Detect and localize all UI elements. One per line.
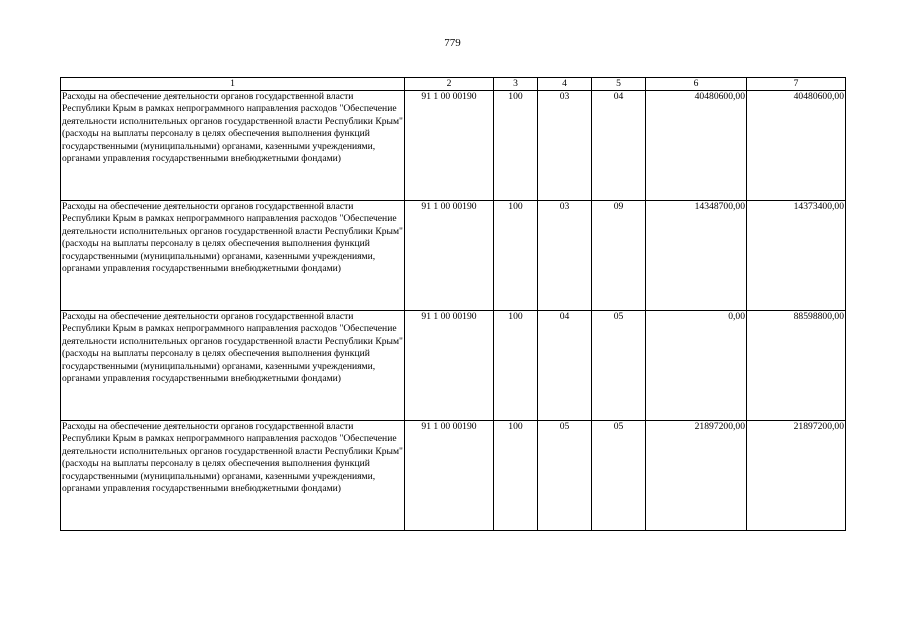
subsection-code: 05 — [592, 311, 646, 421]
column-header: 4 — [538, 78, 592, 91]
amount-col6: 40480600,00 — [646, 91, 747, 201]
column-header: 5 — [592, 78, 646, 91]
expense-description: Расходы на обеспечение деятельности органов государственной власти Республики Крым в рамках непрограммного направления расходов "Обеспечение деятельности исполнительных органов государственной власти Республики Крым" (расходы на выплаты персоналу в целях обеспечения выполнения функций государственными (муниципальными) органами, казенными учреждениями, органами управления государственными внебюджетными фондами) — [61, 91, 405, 201]
column-header: 3 — [494, 78, 538, 91]
section-code: 05 — [538, 421, 592, 531]
column-header: 1 — [61, 78, 405, 91]
column-header: 6 — [646, 78, 747, 91]
column-header: 7 — [747, 78, 846, 91]
section-code: 04 — [538, 311, 592, 421]
target-code: 91 1 00 00190 — [405, 311, 494, 421]
expense-description: Расходы на обеспечение деятельности органов государственной власти Республики Крым в рамках непрограммного направления расходов "Обеспечение деятельности исполнительных органов государственной власти Республики Крым" (расходы на выплаты персоналу в целях обеспечения выполнения функций государственными (муниципальными) органами, казенными учреждениями, органами управления государственными внебюджетными фондами) — [61, 201, 405, 311]
page-number: 779 — [444, 37, 461, 49]
section-code: 03 — [538, 91, 592, 201]
amount-col7: 40480600,00 — [747, 91, 846, 201]
expense-type: 100 — [494, 201, 538, 311]
subsection-code: 05 — [592, 421, 646, 531]
table-row — [61, 91, 846, 201]
amount-col6: 0,00 — [646, 311, 747, 421]
amount-col7: 14373400,00 — [747, 201, 846, 311]
budget-table — [60, 77, 846, 531]
expense-type: 100 — [494, 311, 538, 421]
amount-col6: 14348700,00 — [646, 201, 747, 311]
table-row — [61, 421, 846, 531]
section-code: 03 — [538, 201, 592, 311]
subsection-code: 09 — [592, 201, 646, 311]
amount-col7: 21897200,00 — [747, 421, 846, 531]
amount-col7: 88598800,00 — [747, 311, 846, 421]
expense-type: 100 — [494, 91, 538, 201]
table-row — [61, 201, 846, 311]
target-code: 91 1 00 00190 — [405, 421, 494, 531]
expense-type: 100 — [494, 421, 538, 531]
expense-description: Расходы на обеспечение деятельности органов государственной власти Республики Крым в рамках непрограммного направления расходов "Обеспечение деятельности исполнительных органов государственной власти Республики Крым" (расходы на выплаты персоналу в целях обеспечения выполнения функций государственными (муниципальными) органами, казенными учреждениями, органами управления государственными внебюджетными фондами) — [61, 421, 405, 531]
column-header: 2 — [405, 78, 494, 91]
target-code: 91 1 00 00190 — [405, 201, 494, 311]
subsection-code: 04 — [592, 91, 646, 201]
target-code: 91 1 00 00190 — [405, 91, 494, 201]
amount-col6: 21897200,00 — [646, 421, 747, 531]
table-header-row — [61, 78, 846, 91]
expense-description: Расходы на обеспечение деятельности органов государственной власти Республики Крым в рамках непрограммного направления расходов "Обеспечение деятельности исполнительных органов государственной власти Республики Крым" (расходы на выплаты персоналу в целях обеспечения выполнения функций государственными (муниципальными) органами, казенными учреждениями, органами управления государственными внебюджетными фондами) — [61, 311, 405, 421]
table-row — [61, 311, 846, 421]
